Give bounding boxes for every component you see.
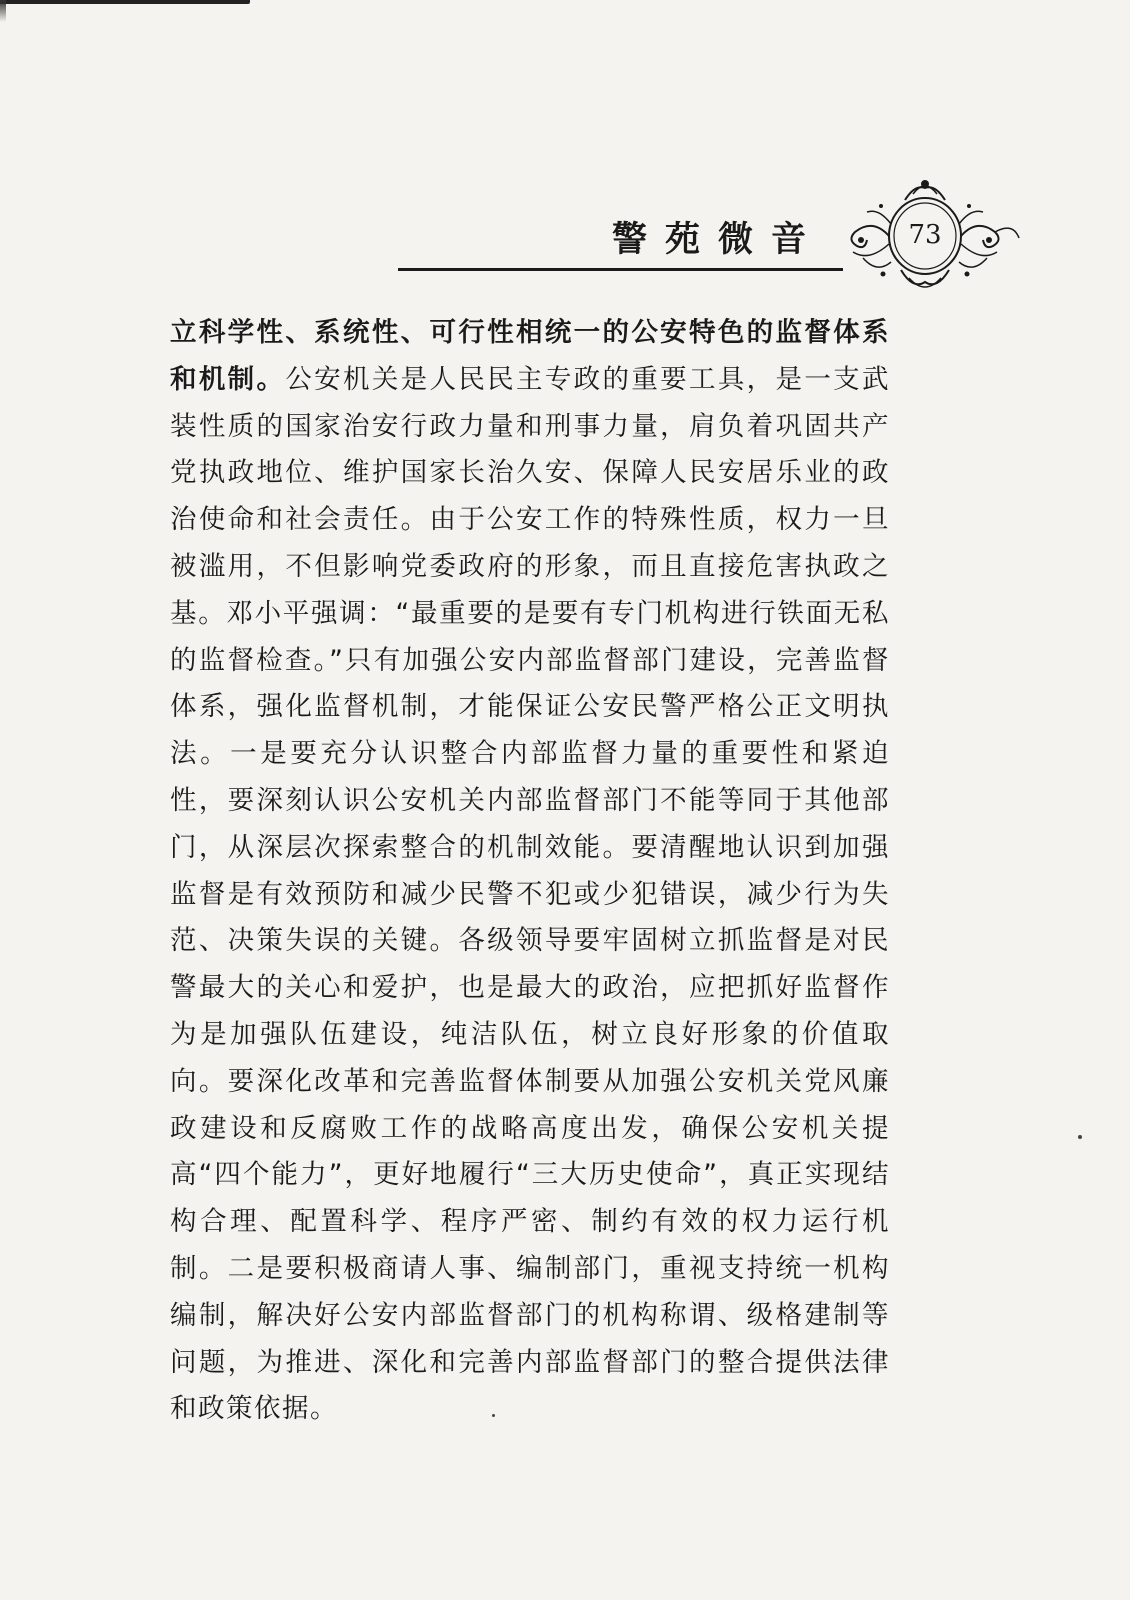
scan-speck: [492, 1414, 495, 1417]
scan-edge-top: [0, 0, 250, 4]
body-paragraph: [170, 310, 890, 1433]
body-text: 公安机关是人民民主专政的重要工具，是一支武装性质的国家治安行政力量和刑事力量，肩负着巩固共产党执政地位、维护国家长治久安、保障人民安居乐业的政治使命和社会责任。由于公安工作的特殊性质，权力一旦被滥用，不但影响党委政府的形象，而且直接危害执政之基。邓小平强调：“最重要的是要有专门机构进行铁面无私的监督检查。”只有加强公安内部监督部门建设，完善监督体系，强化监督机制，才能保证公安民警严格公正文明执法。一是要充分认识整合内部监督力量的重要性和紧迫性，要深刻认识公安机关内部监督部门不能等同于其他部门，从深层次探索整合的机制效能。要清醒地认识到加强监督是有效预防和减少民警不犯或少犯错误，减少行为失范、决策失误的关键。各级领导要牢固树立抓监督是对民警最大的关心和爱护，也是最大的政治，应把抓好监督作为是加强队伍建设，纯洁队伍，树立良好形象的价值取向。要深化改革和完善监督体制要从加强公安机关党风廉政建设和反腐败工作的战略高度出发，确保公安机关提高“四个能力”，更好地履行“三大历史使命”，真正实现结构合理、配置科学、程序严密、制约有效的权力运行机制。二是要积极商请人事、编制部门，重视支持统一机构编制，解决好公安内部监督部门的机构称谓、级格建制等问题，为推进、深化和完善内部监督部门的整合提供法律和政策依据。: [170, 363, 891, 1425]
bold-lead-sentence: 立科学性、系统性、可行性相统一的公安特色的监督体系和机制。: [170, 317, 890, 395]
header-rule: [398, 268, 843, 271]
page-number: 73: [908, 220, 942, 250]
running-header-title: 警苑微音: [612, 220, 825, 260]
scan-edge-left: [0, 0, 6, 22]
scan-speck: [1078, 1135, 1082, 1139]
